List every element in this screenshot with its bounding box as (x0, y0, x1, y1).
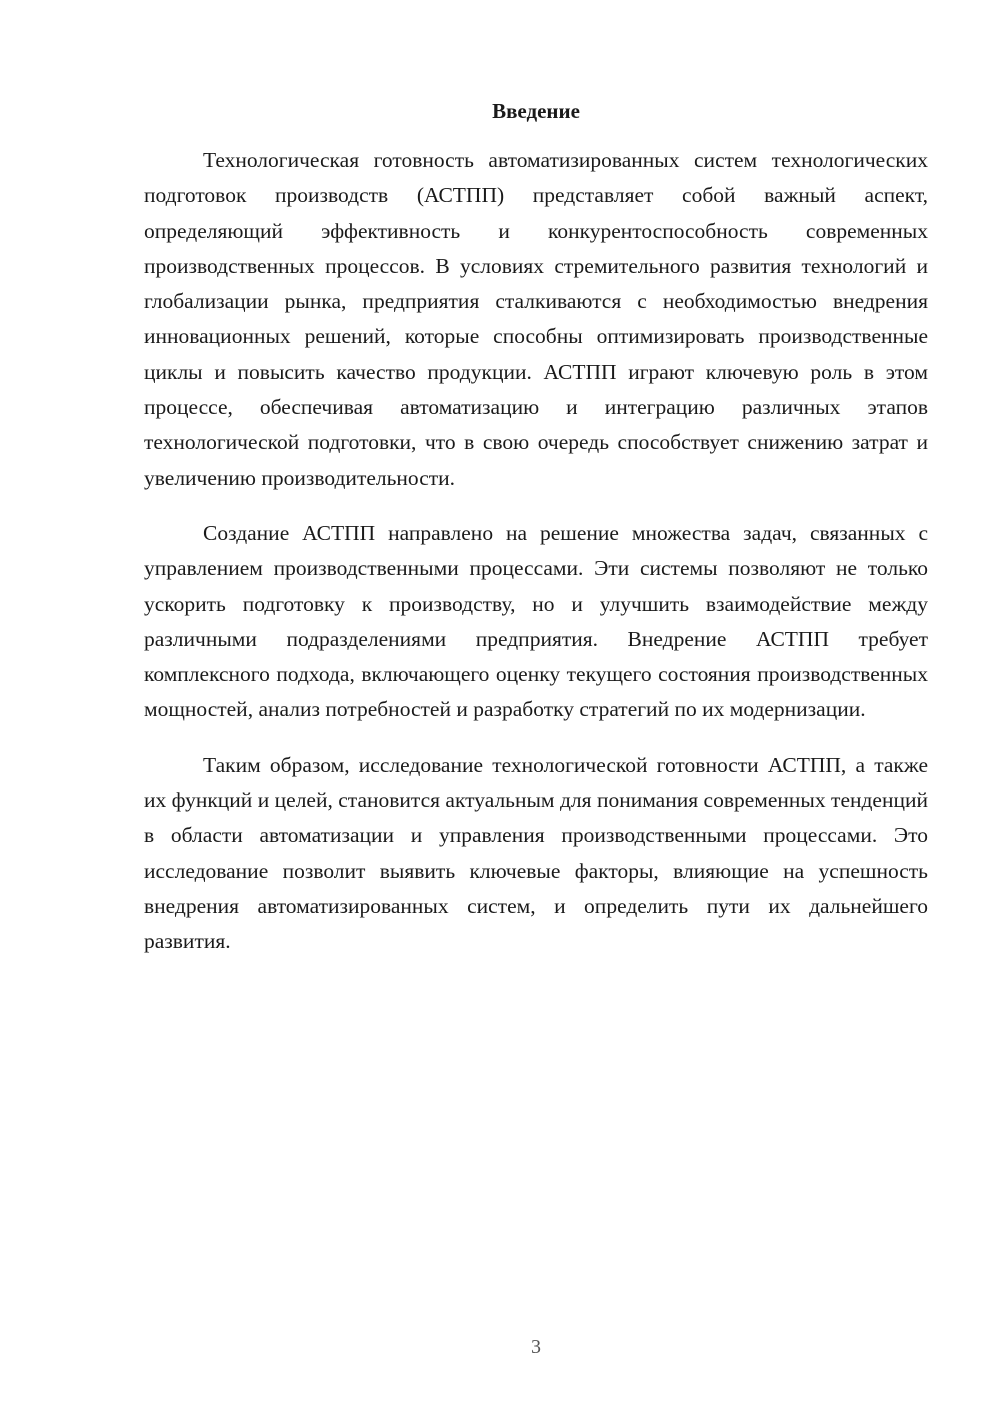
paragraph-2: Создание АСТПП направлено на решение множества задач, связанных с управлением производственными процессами. Эти системы позволяют не только ускорить подготовку к производству, но и улучшить взаимодействие между различными подразделениями предприятия. Внедрение АСТПП требует комплексного подхода, включающего оценку текущего состояния производственных мощностей, анализ потребностей и разработку стратегий по их модернизации. (144, 520, 928, 722)
document-body (144, 143, 928, 980)
paragraph-3: Таким образом, исследование технологической готовности АСТПП, а также их функций и целей, становится актуальным для понимания современных тенденций в области автоматизации и управления производственными процессами. Это исследование позволит выявить ключевые факторы, влияющие на успешность внедрения автоматизированных систем, и определить пути их дальнейшего развития. (144, 752, 928, 954)
paragraph-1: Технологическая готовность автоматизированных систем технологических подготовок производств (АСТПП) представляет собой важный аспект, определяющий эффективность и конкурентоспособность современных производственных процессов. В условиях стремительного развития технологий и глобализации рынка, предприятия сталкиваются с необходимостью внедрения инновационных решений, которые способны оптимизировать производственные циклы и повысить качество продукции. АСТПП играют ключевую роль в этом процессе, обеспечивая автоматизацию и интеграцию различных этапов технологической подготовки, что в свою очередь способствует снижению затрат и увеличению производительности. (144, 148, 928, 490)
page-title: Введение (492, 99, 580, 123)
page-number: 3 (531, 1336, 541, 1358)
